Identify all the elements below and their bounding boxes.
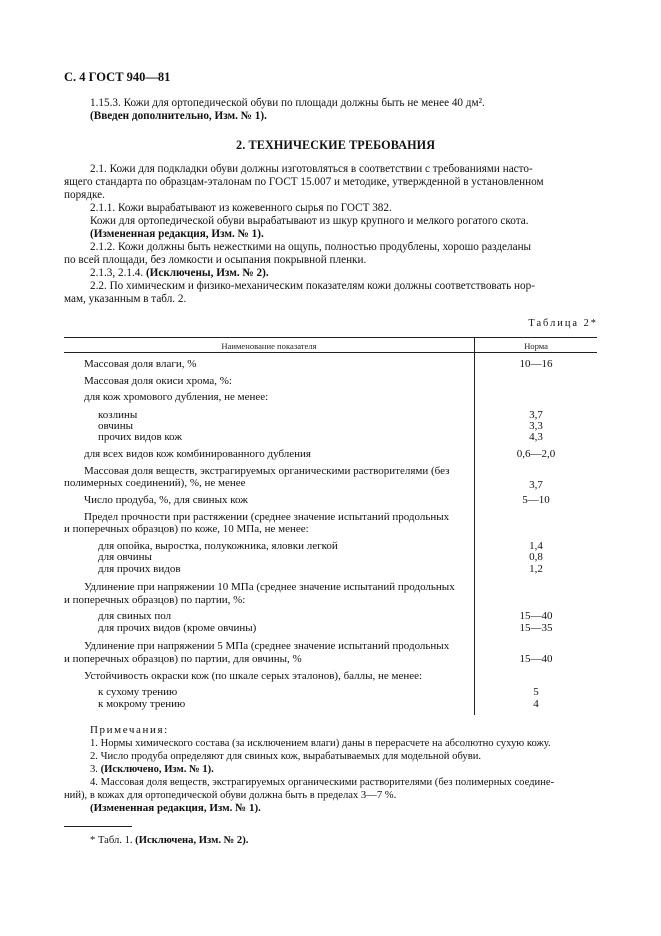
section-title: 2. ТЕХНИЧЕСКИЕ ТРЕБОВАНИЯ bbox=[236, 138, 436, 152]
table-row-label: для овчины bbox=[98, 551, 152, 563]
page-header: С. 4 ГОСТ 940—81 bbox=[64, 70, 171, 84]
clause-2-1-1-note: (Измененная редакция, Изм. № 1). bbox=[90, 228, 264, 240]
table-top-rule bbox=[64, 337, 597, 338]
footnote-ref: * Табл. 1. bbox=[90, 835, 133, 846]
footnote-rule bbox=[64, 826, 132, 827]
note-3 bbox=[90, 763, 214, 776]
note-3-text: (Исключено, Изм. № 1). bbox=[100, 764, 214, 775]
table-row-label: козлины bbox=[98, 409, 138, 421]
note-1: 1. Нормы химического состава (за исключением влаги) даны в перерасчете на абсолютно сухую кожу. bbox=[90, 738, 551, 749]
clause-1-15-3-text: 1.15.3. Кожи для ортопедической обуви по площади должны быть не менее 40 дм² bbox=[90, 97, 482, 109]
clause-2-1-3-number: 2.1.3, 2.1.4. bbox=[90, 267, 144, 279]
table-row-label: для прочих видов (кроме овчины) bbox=[98, 622, 257, 634]
clause-2-2-line-1: 2.2. По химическим и физико-механическим показателям кожи должны соответствовать нор- bbox=[90, 280, 535, 292]
table-row-value: 15—40 bbox=[519, 610, 553, 622]
note-2: 2. Число продуба определяют для свиных кож, вырабатываемых для модельной обуви. bbox=[90, 751, 482, 762]
clause-2-1-3-note: (Исключены, Изм. № 2). bbox=[145, 267, 269, 279]
table-row-value: 4,3 bbox=[529, 431, 543, 443]
notes-heading: Примечания: bbox=[90, 724, 169, 736]
table-row-label: для всех видов кож комбинированного дубления bbox=[84, 448, 311, 460]
table-row-label: для прочих видов bbox=[98, 563, 181, 575]
table-row-label: Устойчивость окраски кож (по шкале серых эталонов), баллы, не менее: bbox=[84, 670, 423, 682]
table-row-label: Удлинение при напряжении 10 МПа (среднее значение испытаний продольных bbox=[84, 581, 455, 593]
table-row-label: полимерных соединений), %, не менее bbox=[64, 477, 246, 489]
table-column-divider bbox=[474, 337, 475, 715]
table-row-value: 5 bbox=[533, 686, 539, 698]
note-4-change-note: (Измененная редакция, Изм. № 1). bbox=[90, 802, 261, 814]
footnote-text: (Исключена, Изм. № 2). bbox=[135, 835, 249, 846]
clause-2-1-2-line-2: по всей площади, без ломкости и осыпания покрывной пленки. bbox=[64, 254, 367, 266]
note-4-line-2: ний), в кожах для ортопедической обуви должна быть в пределах 3—7 %. bbox=[64, 790, 397, 801]
footnote bbox=[90, 834, 248, 847]
table-row-value: 15—35 bbox=[519, 622, 553, 634]
clause-2-2-line-2: мам, указанным в табл. 2. bbox=[64, 293, 187, 305]
table-row-value: 3,7 bbox=[529, 409, 543, 421]
table-row-label: Предел прочности при растяжении (среднее значение испытаний продольных bbox=[84, 511, 450, 523]
table-row-value: 5—10 bbox=[522, 494, 550, 506]
table-row-label: прочих видов кож bbox=[98, 431, 183, 443]
clause-2-1-1-second: Кожи для ортопедической обуви вырабатывают из шкур крупного и мелкого рогатого скота. bbox=[90, 215, 529, 227]
clause-2-1-line-3: порядке. bbox=[64, 189, 105, 201]
table-caption: Таблица 2* bbox=[528, 318, 598, 329]
table-header-name: Наименование показателя bbox=[221, 341, 317, 351]
clause-2-1-3 bbox=[90, 267, 269, 280]
table-row-value: 15—40 bbox=[519, 653, 553, 665]
table-row-value: 10—16 bbox=[519, 358, 553, 370]
table-row-value: 3,7 bbox=[529, 479, 543, 491]
table-row-label: к сухому трению bbox=[98, 686, 178, 698]
table-row-label: для опойка, выростка, полукожника, яловки легкой bbox=[98, 540, 338, 552]
table-row-value: 4 bbox=[533, 698, 539, 710]
table-row-value: 1,2 bbox=[529, 563, 543, 575]
table-row-label: Массовая доля влаги, % bbox=[84, 358, 197, 370]
table-row-label: овчины bbox=[98, 420, 133, 432]
note-3-number: 3. bbox=[90, 764, 98, 775]
clause-1-15-3 bbox=[90, 97, 485, 110]
table-row-label: Массовая доля окиси хрома, %: bbox=[84, 375, 232, 387]
table-row-label: для кож хромового дубления, не менее: bbox=[84, 391, 269, 403]
clause-2-1-line-1: 2.1. Кожи для подкладки обуви должны изготовляться в соответствии с требованиями насто- bbox=[90, 163, 533, 175]
table-row-value: 0,8 bbox=[529, 551, 543, 563]
table-row-label: и поперечных образцов) по партии, для овчины, % bbox=[64, 653, 302, 665]
table-row-label: Массовая доля веществ, экстрагируемых органическими растворителями (без bbox=[84, 465, 450, 477]
table-row-label: для свиных пол bbox=[98, 610, 172, 622]
table-row-label: и поперечных образцов) по партии, %: bbox=[64, 594, 246, 606]
table-row-label: Число продуба, %, для свиных кож bbox=[84, 494, 248, 506]
table-row-value: 3,3 bbox=[529, 420, 543, 432]
table-row-label: и поперечных образцов) по коже, 10 МПа, не менее: bbox=[64, 523, 309, 535]
table-row-label: Удлинение при напряжении 5 МПа (среднее значение испытаний продольных bbox=[84, 640, 450, 652]
note-4-line-1: 4. Массовая доля веществ, экстрагируемых органическими растворителями (без полимерных соедине- bbox=[90, 777, 555, 788]
clause-2-1-2-line-1: 2.1.2. Кожи должны быть нежесткими на ощупь, полностью продублены, хорошо разделаны bbox=[90, 241, 532, 253]
table-header-norm: Норма bbox=[524, 341, 548, 351]
clause-2-1-1: 2.1.1. Кожи вырабатывают из кожевенного сырья по ГОСТ 382. bbox=[90, 202, 392, 214]
clause-2-1-line-2: ящего стандарта по образцам-эталонам по ГОСТ 15.007 и методике, утвержденной в установленном bbox=[64, 176, 544, 188]
table-row-value: 0,6—2,0 bbox=[516, 448, 556, 460]
table-header-rule bbox=[64, 352, 597, 353]
clause-1-15-3-tail: . bbox=[481, 97, 485, 109]
table-row-label: к мокрому трению bbox=[98, 698, 186, 710]
clause-1-15-3-note: (Введен дополнительно, Изм. № 1). bbox=[90, 110, 267, 122]
table-row-value: 1,4 bbox=[529, 540, 543, 552]
